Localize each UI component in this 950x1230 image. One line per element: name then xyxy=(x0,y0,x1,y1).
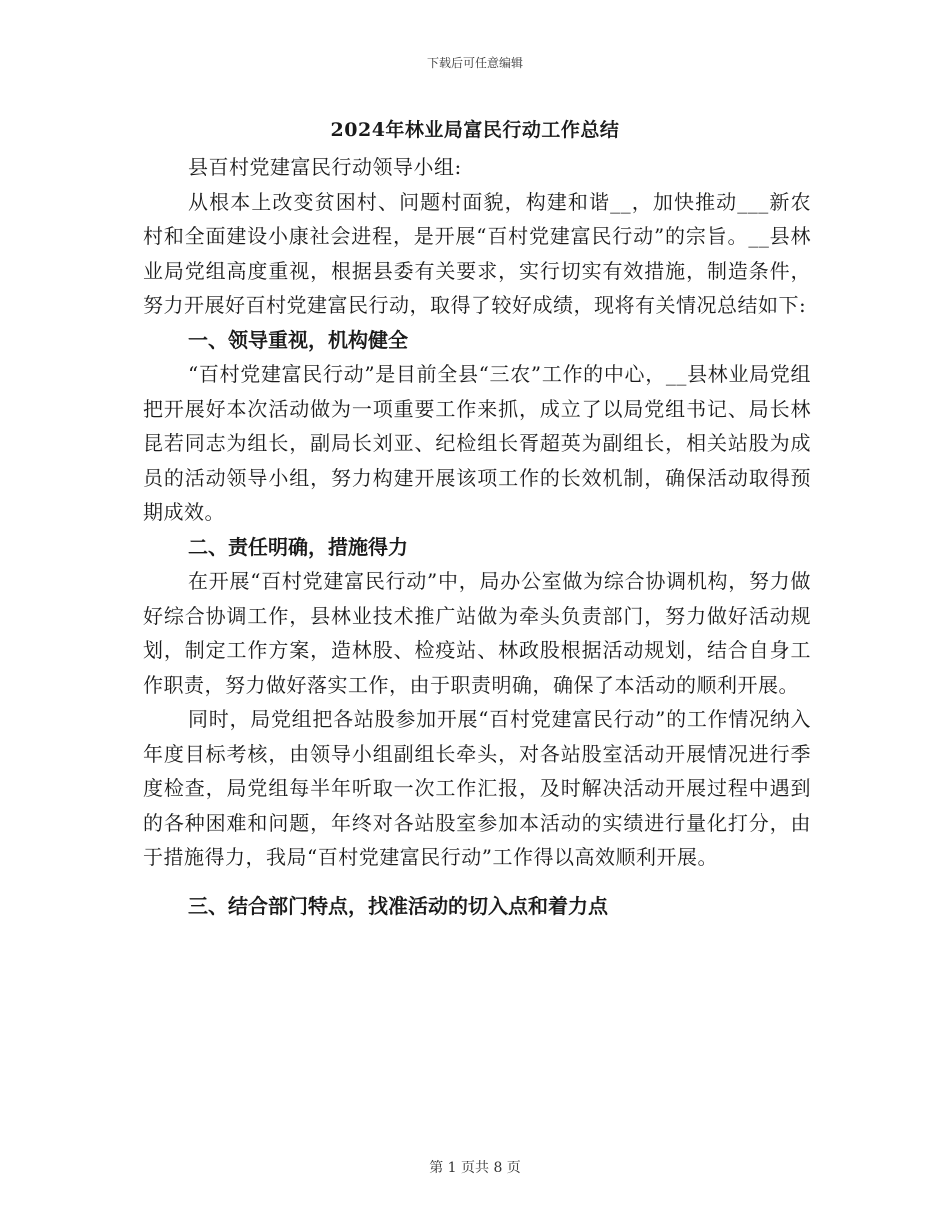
section2-paragraph-1: 在开展“百村党建富民行动”中，局办公室做为综合协调机构，努力做好综合协调工作，县林业技术推广站做为牵头负责部门，努力做好活动规划，制定工作方案，造林股、检疫站、林政股根据活动规划，结合自身工作职责，努力做好落实工作，由于职责明确，确保了本活动的顺利开展。 xyxy=(143,569,811,697)
document-title: 2024年林业局富民行动工作总结 xyxy=(330,119,620,141)
section-heading-2: 二、责任明确，措施得力 xyxy=(188,534,408,559)
intro-paragraph: 从根本上改变贫困村、问题村面貌，构建和谐__，加快推动___新农村和全面建设小康社会进程，是开展“百村党建富民行动”的宗旨。__县林业局党组高度重视，根据县委有关要求，实行切实有效措施，制造条件，努力开展好百村党建富民行动，取得了较好成绩，现将有关情况总结如下: xyxy=(143,189,811,317)
addressee-line: 县百村党建富民行动领导小组: xyxy=(188,155,462,179)
section1-paragraph: “百村党建富民行动”是目前全县“三农”工作的中心，__县林业局党组把开展好本次活动做为一项重要工作来抓，成立了以局党组书记、局长林昆若同志为组长，副局长刘亚、纪检组长胥超英为副组长，相关站股为成员的活动领导小组，努力构建开展该项工作的长效机制，确保活动取得预期成效。 xyxy=(143,362,811,524)
page-number: 第 1 页共 8 页 xyxy=(429,1160,521,1176)
document-body xyxy=(143,150,811,923)
section-heading-3: 三、结合部门特点，找准活动的切入点和着力点 xyxy=(188,893,608,918)
section-heading-1: 一、领导重视，机构健全 xyxy=(188,327,408,352)
header-note: 下载后可任意编辑 xyxy=(426,56,523,70)
section2-paragraph-2: 同时，局党组把各站股参加开展“百村党建富民行动”的工作情况纳入年度目标考核，由领导小组副组长牵头，对各站股室活动开展情况进行季度检查，局党组每半年听取一次工作汇报，及时解决活动开展过程中遇到的各种困难和问题，年终对各站股室参加本活动的实绩进行量化打分，由于措施得力，我局“百村党建富民行动”工作得以高效顺利开展。 xyxy=(143,707,811,869)
